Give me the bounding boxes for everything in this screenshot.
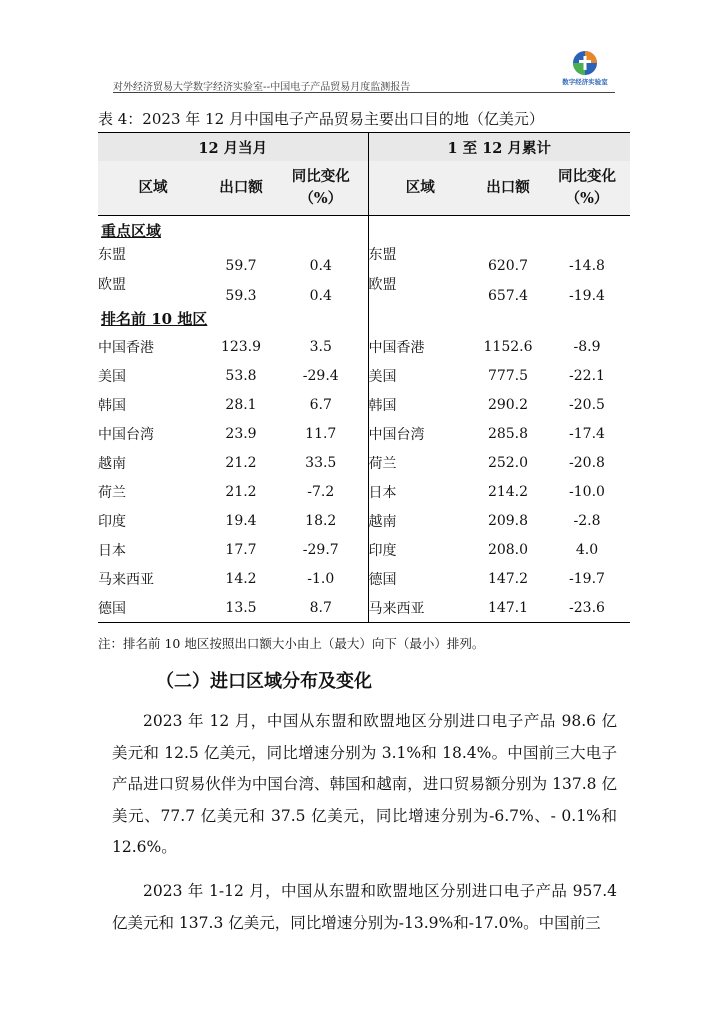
change-cell: 3.5 [309,338,332,355]
change-cell: -17.4 [569,425,605,442]
export-cell: 252.0 [487,454,529,471]
change-cell: -14.8 [569,258,605,274]
change-cell: 18.2 [305,512,337,529]
group-header-month: 12 月当月 [98,133,368,162]
export-cell: 19.4 [225,512,257,529]
col-header-change [274,161,368,216]
export-cell: 28.1 [225,396,257,413]
export-cell: 1152.6 [483,338,533,355]
change-cell: -8.9 [573,338,601,355]
table-title: 表 4：2023 年 12 月中国电子产品贸易主要出口目的地（亿美元） [98,110,544,128]
export-cell: 21.2 [225,454,257,471]
section-spacer [368,304,630,332]
export-cell: 285.8 [487,425,529,442]
region-cell: 东盟 [368,244,472,274]
change-cell: -29.4 [302,367,339,384]
table-row [98,477,630,506]
paragraph: 2023 年 12 月，中国从东盟和欧盟地区分别进口电子产品 98.6 亿美元和 12.5 亿美元，同比增速分别为 3.1%和 18.4%。中国前三大电子产品进口贸易伙伴为中国台湾、韩国和越南，进口贸易额分别为 137.8 亿美元、77.7 亿美元和 37.5 亿美元，同比增速分别为-6.7%、- 0.1%和 12.6%。 [112,712,617,856]
export-cell: 17.7 [225,541,257,558]
section-spacer [368,216,630,245]
change-cell: -19.4 [569,288,605,304]
col-header-change [544,161,630,216]
export-cell: 23.9 [225,425,257,442]
table-row [98,419,630,448]
section-label: 重点区域 [101,221,162,240]
change-cell: 33.5 [305,454,337,471]
table-row [98,332,630,361]
header-text: 对外经济贸易大学数字经济实验室--中国电子产品贸易月度监测报告 [113,82,411,93]
col-header-export: 出口额 [208,161,274,216]
region-cell: 德国 [98,593,208,623]
region-cell: 日本 [368,477,472,506]
col-header-change-unit: （%） [565,190,609,207]
table-row [98,361,630,390]
region-cell: 中国香港 [368,332,472,361]
region-cell: 马来西亚 [98,571,154,588]
export-cell: 209.8 [487,512,529,529]
export-cell: 14.2 [225,570,257,587]
region-cell: 马来西亚 [368,593,472,623]
change-cell: -20.5 [569,396,605,413]
table-row [98,535,630,564]
section-label: 排名前 10 地区 [101,309,208,328]
export-cell: 777.5 [487,367,529,384]
export-cell: 620.7 [487,258,529,274]
section-row-top10 [98,304,630,332]
region-cell: 越南 [98,455,126,472]
change-cell: -20.8 [569,454,605,471]
col-header-change-label: 同比变化 [291,168,350,185]
change-cell: 4.0 [575,541,599,558]
table-row [98,506,630,535]
paragraph: 2023 年 1-12 月，中国从东盟和欧盟地区分别进口电子产品 957.4 亿美元和 137.3 亿美元，同比增速分别为-13.9%和-17.0%。中国前三 [112,882,617,932]
table-row [98,564,630,593]
logo-text: 数字经济实验室 [562,78,608,86]
region-cell: 欧盟 [98,277,126,293]
globe-logo-icon [572,50,598,76]
region-cell: 德国 [368,564,472,593]
change-cell: 11.7 [305,425,337,442]
table-row [98,390,630,419]
table-column-header [98,161,630,216]
change-cell: -29.7 [302,541,339,558]
region-cell: 中国香港 [98,339,154,356]
region-cell: 美国 [98,368,126,385]
header-divider [113,92,615,93]
col-header-region: 区域 [368,161,472,216]
change-cell: -10.0 [569,483,605,500]
change-cell: -2.8 [573,512,601,529]
table-row [98,274,630,304]
export-cell: 59.7 [225,258,257,274]
export-cell: 53.8 [225,367,257,384]
region-cell: 东盟 [98,247,126,263]
change-cell: 0.4 [309,288,332,304]
change-cell: 0.4 [309,258,332,274]
change-cell: -19.7 [569,570,605,587]
export-cell: 147.1 [472,593,544,623]
table-row [98,593,630,623]
change-cell: -1.0 [307,570,335,587]
region-cell: 印度 [368,535,472,564]
page-header [113,50,615,94]
region-cell: 荷兰 [98,484,126,501]
change-cell: -7.2 [307,483,335,500]
region-cell: 美国 [368,361,472,390]
region-cell: 中国台湾 [98,426,154,443]
region-cell: 日本 [98,542,126,559]
export-destination-table [98,132,630,623]
export-cell: 208.0 [487,541,529,558]
region-cell: 印度 [98,513,126,530]
table-row [98,244,630,274]
col-header-region: 区域 [98,161,208,216]
region-cell: 中国台湾 [368,419,472,448]
change-cell: 8.7 [274,593,368,623]
export-cell: 214.2 [487,483,529,500]
export-cell: 13.5 [208,593,274,623]
col-header-export: 出口额 [472,161,544,216]
export-cell: 59.3 [225,288,257,304]
col-header-change-unit: （%） [299,190,343,207]
export-cell: 147.2 [487,570,529,587]
region-cell: 越南 [368,506,472,535]
table-row [98,448,630,477]
section-row-key-regions [98,216,630,245]
change-cell: -22.1 [569,367,605,384]
region-cell: 韩国 [98,397,126,414]
export-cell: 21.2 [225,483,257,500]
table-note: 注：排名前 10 地区按照出口额大小由上（最大）向下（最小）排列。 [98,636,485,651]
table-group-header [98,133,630,162]
section-heading: （二）进口区域分布及变化 [156,671,372,692]
export-cell: 290.2 [487,396,529,413]
change-cell: -23.6 [544,593,630,623]
region-cell: 荷兰 [368,448,472,477]
region-cell: 欧盟 [368,274,472,304]
export-cell: 657.4 [487,288,529,304]
change-cell: 6.7 [309,396,332,413]
export-cell: 123.9 [220,338,262,355]
region-cell: 韩国 [368,390,472,419]
col-header-change-label: 同比变化 [558,168,616,185]
lab-logo [555,50,615,90]
group-header-cumulative: 1 至 12 月累计 [368,133,630,162]
